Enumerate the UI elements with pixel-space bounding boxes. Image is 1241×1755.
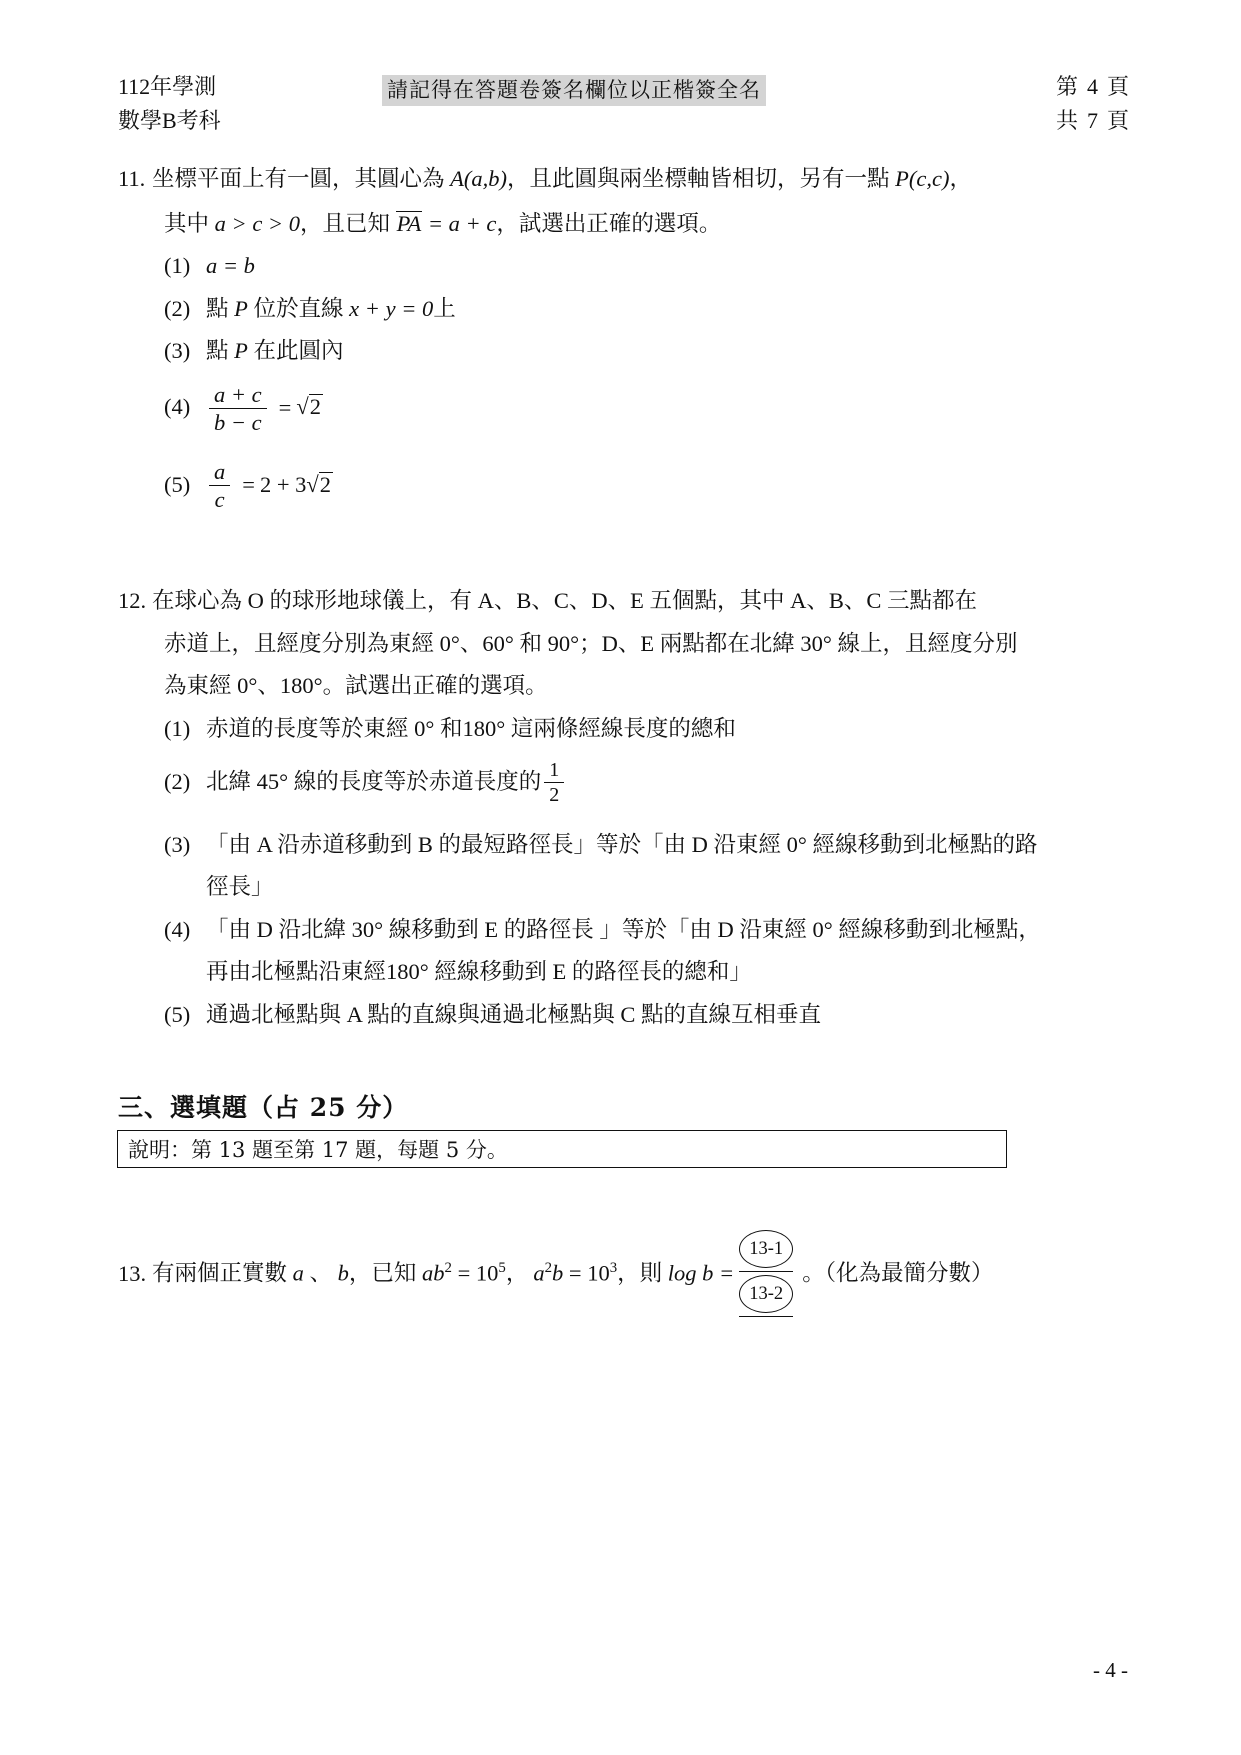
answer-box-13-1[interactable]: 13-1: [739, 1230, 793, 1268]
q13-equation-1-rhs: = 10: [451, 1260, 499, 1286]
q11-option-5-fraction: [209, 459, 230, 512]
header-right-block: [1056, 70, 1129, 138]
section-3-instruction-text: 說明：第 13 題至第 17 題，每題 5 分。: [128, 1138, 508, 1162]
q13-equation-2-base-b: b: [552, 1260, 564, 1286]
total-number: 7: [1086, 108, 1098, 134]
q12-option-3-label: (3): [164, 831, 191, 857]
q13-text-a: 有兩個正實數: [152, 1260, 293, 1286]
q12-option-2: [118, 760, 1138, 808]
total-unit: 頁: [1106, 108, 1129, 134]
q11-segment-equation: = a + c: [422, 210, 497, 236]
q11-option-2-var: P: [234, 295, 248, 321]
q11-stem-l2-a: 其中: [164, 210, 215, 236]
page-footer-number: - 4 -: [1093, 1658, 1128, 1682]
q11-option-5-denominator: c: [209, 485, 230, 512]
q13-equation-1-base: ab: [422, 1260, 445, 1286]
q11-option-5-radicand: 2: [319, 471, 332, 497]
section-3-instruction-box: [117, 1130, 1007, 1168]
q11-option-5-rhs-prefix: 2 + 3: [259, 471, 307, 497]
page-number-line: [1056, 70, 1129, 104]
signature-reminder-note: 請記得在答題卷簽名欄位以正楷簽全名: [382, 75, 766, 106]
q13-text-end: 。（化為最簡分數）: [802, 1260, 994, 1286]
q13-equation-2-rhs: = 10: [563, 1260, 610, 1286]
q13-answer-top-slot[interactable]: [739, 1230, 793, 1271]
q12-option-3-text-line-1: 「由 A 沿赤道移動到 B 的最短路徑長」等於「由 D 沿東經 0° 經線移動到北極點的路: [206, 831, 1038, 857]
q11-option-3-text-b: 在此圓內: [247, 338, 344, 363]
q11-option-2-label: (2): [164, 295, 191, 321]
q13-text-d: ，則: [617, 1260, 668, 1286]
question-12: [118, 590, 1138, 1046]
q11-coords-P: (c,c): [908, 166, 950, 191]
q12-option-1: [118, 715, 1138, 741]
total-pages-line: [1056, 104, 1129, 138]
q11-segment-PA: PA: [396, 210, 422, 236]
q11-option-3-label: (3): [164, 338, 191, 363]
q12-number: 12.: [118, 588, 147, 613]
q11-option-2-text-c: 上: [433, 295, 456, 321]
q12-option-2-text: 北緯 45° 線的長度等於赤道長度的: [206, 769, 542, 795]
q13-equation-2-rhs-exponent: 3: [609, 1260, 618, 1277]
q11-option-4-radicand: 2: [309, 394, 321, 420]
q12-option-5-label: (5): [164, 1001, 191, 1027]
q13-number: 13.: [118, 1260, 147, 1286]
q11-option-5-equals: =: [242, 471, 255, 497]
q11-stem-text-a: 坐標平面上有一圓，其圓心為: [152, 166, 451, 191]
q12-option-4-continued: 再由北極點沿東經180° 經線移動到 E 的路徑長的總和」: [206, 959, 752, 985]
q12-option-2-label: (2): [164, 769, 191, 795]
q11-option-4-equals: =: [278, 394, 292, 420]
q12-option-4-text-line-1: 「由 D 沿北緯 30° 線移動到 E 的路徑長 」等於「由 D 沿東經 0° 經線移動到北極點，: [206, 916, 1041, 942]
q12-option-1-text: 赤道的長度等於東經 0° 和180° 這兩條經線長度的總和: [206, 715, 736, 741]
exam-subject-label: 數學B考科: [118, 108, 221, 134]
q11-stem-line-2: [118, 211, 1138, 236]
q13-text-c: ，: [505, 1260, 529, 1286]
q12-option-4-label: (4): [164, 916, 191, 942]
exam-year-label: 112年學測: [118, 74, 217, 99]
header-left-block: [118, 70, 221, 138]
q11-option-4-denominator: b − c: [209, 408, 267, 435]
q11-option-5-numerator: a: [214, 458, 226, 484]
q12-stem-text-1: 在球心為 O 的球形地球儀上，有 A、B、C、D、E 五個點，其中 A、B、C 三點都在: [152, 588, 978, 613]
q13-answer-bottom-slot[interactable]: [739, 1272, 793, 1313]
q12-option-5-text: 通過北極點與 A 點的直線與通過北極點與 C 點的直線互相垂直: [206, 1001, 822, 1027]
q11-option-5-label: (5): [164, 471, 191, 497]
question-13: [118, 1232, 1138, 1339]
q11-option-4-sqrt: √2: [296, 394, 321, 420]
q11-option-5: [118, 460, 1138, 513]
q13-equation-2-base-a: a: [533, 1260, 545, 1286]
q12-option-4: [118, 916, 1138, 942]
q11-option-4-numerator: a + c: [214, 381, 262, 407]
q11-option-2-math: x + y = 0: [349, 295, 434, 321]
q11-option-1-math: a = b: [206, 253, 255, 278]
q11-stem-text-end: ，: [949, 166, 973, 191]
q11-stem-text-b: ，且此圓與兩坐標軸皆相切，另有一點: [507, 166, 896, 191]
q12-stem-line-3: 為東經 0°、180°。試選出正確的選項。: [164, 673, 548, 698]
answer-box-13-2[interactable]: 13-2: [739, 1275, 793, 1313]
page-header: [0, 70, 1241, 145]
q11-stem-l2-b: ，且已知: [300, 210, 396, 236]
q11-stem-l2-end: ，試選出正確的選項。: [496, 210, 722, 236]
section-3-heading: 三、選填題（占 25 分）: [118, 1093, 409, 1122]
q11-option-3-text-a: 點: [206, 338, 235, 363]
q12-option-5: [118, 1001, 1138, 1027]
q12-stem-line-2: 赤道上，且經度分別為東經 0°、60° 和 90°；D、E 兩點都在北緯 30° 線上，且經度分別: [164, 630, 1018, 656]
page-number: 4: [1086, 74, 1098, 99]
q11-option-4: [118, 383, 1138, 436]
q13-equation-1-exponent: 2: [444, 1260, 452, 1277]
q11-option-4-label: (4): [164, 394, 191, 420]
q13-answer-underline: [739, 1316, 793, 1317]
q12-option-2-denominator: 2: [544, 782, 564, 806]
q11-option-5-sqrt: √2: [306, 471, 332, 497]
total-word: 共: [1055, 108, 1078, 134]
q12-option-1-label: (1): [164, 715, 191, 741]
q11-option-2: [118, 295, 1138, 321]
q13-equation-1-rhs-exponent: 5: [498, 1260, 506, 1277]
q11-inequality: a > c > 0: [214, 210, 300, 236]
q11-option-1-label: (1): [164, 253, 191, 278]
question-11: [118, 168, 1138, 533]
q13-stem-line: [118, 1232, 1138, 1319]
q11-var-A: A: [450, 166, 464, 191]
q12-option-2-fraction: [544, 759, 564, 807]
q11-option-2-text-b: 位於直線: [247, 295, 350, 321]
q12-option-2-numerator: 1: [549, 759, 560, 781]
q13-text-sep: 、: [303, 1260, 338, 1286]
q11-option-3-var: P: [234, 338, 248, 363]
q12-stem-line-1: [118, 590, 1138, 613]
q13-log-expression: log b =: [667, 1260, 735, 1286]
q13-var-a: a: [292, 1260, 304, 1286]
q12-option-3: [118, 831, 1138, 857]
q13-var-b: b: [337, 1260, 349, 1286]
q11-number: 11.: [118, 166, 146, 191]
q11-option-1: [118, 255, 1138, 278]
q11-option-3: [118, 340, 1138, 363]
q13-answer-fraction: [739, 1230, 793, 1317]
header-center-block: [382, 74, 766, 104]
q13-text-b: ，已知: [348, 1260, 423, 1286]
q12-option-3-continued: 徑長」: [206, 874, 274, 900]
q11-var-P: P: [895, 166, 909, 191]
q11-option-2-text-a: 點: [206, 295, 235, 321]
page-unit: 頁: [1106, 74, 1129, 99]
q11-option-4-fraction: [209, 382, 267, 435]
q11-stem-line-1: [118, 168, 1138, 191]
q13-equation-2-exponent-a: 2: [544, 1260, 553, 1277]
q11-coords-A: (a,b): [463, 166, 508, 191]
page-word: 第: [1055, 74, 1078, 99]
